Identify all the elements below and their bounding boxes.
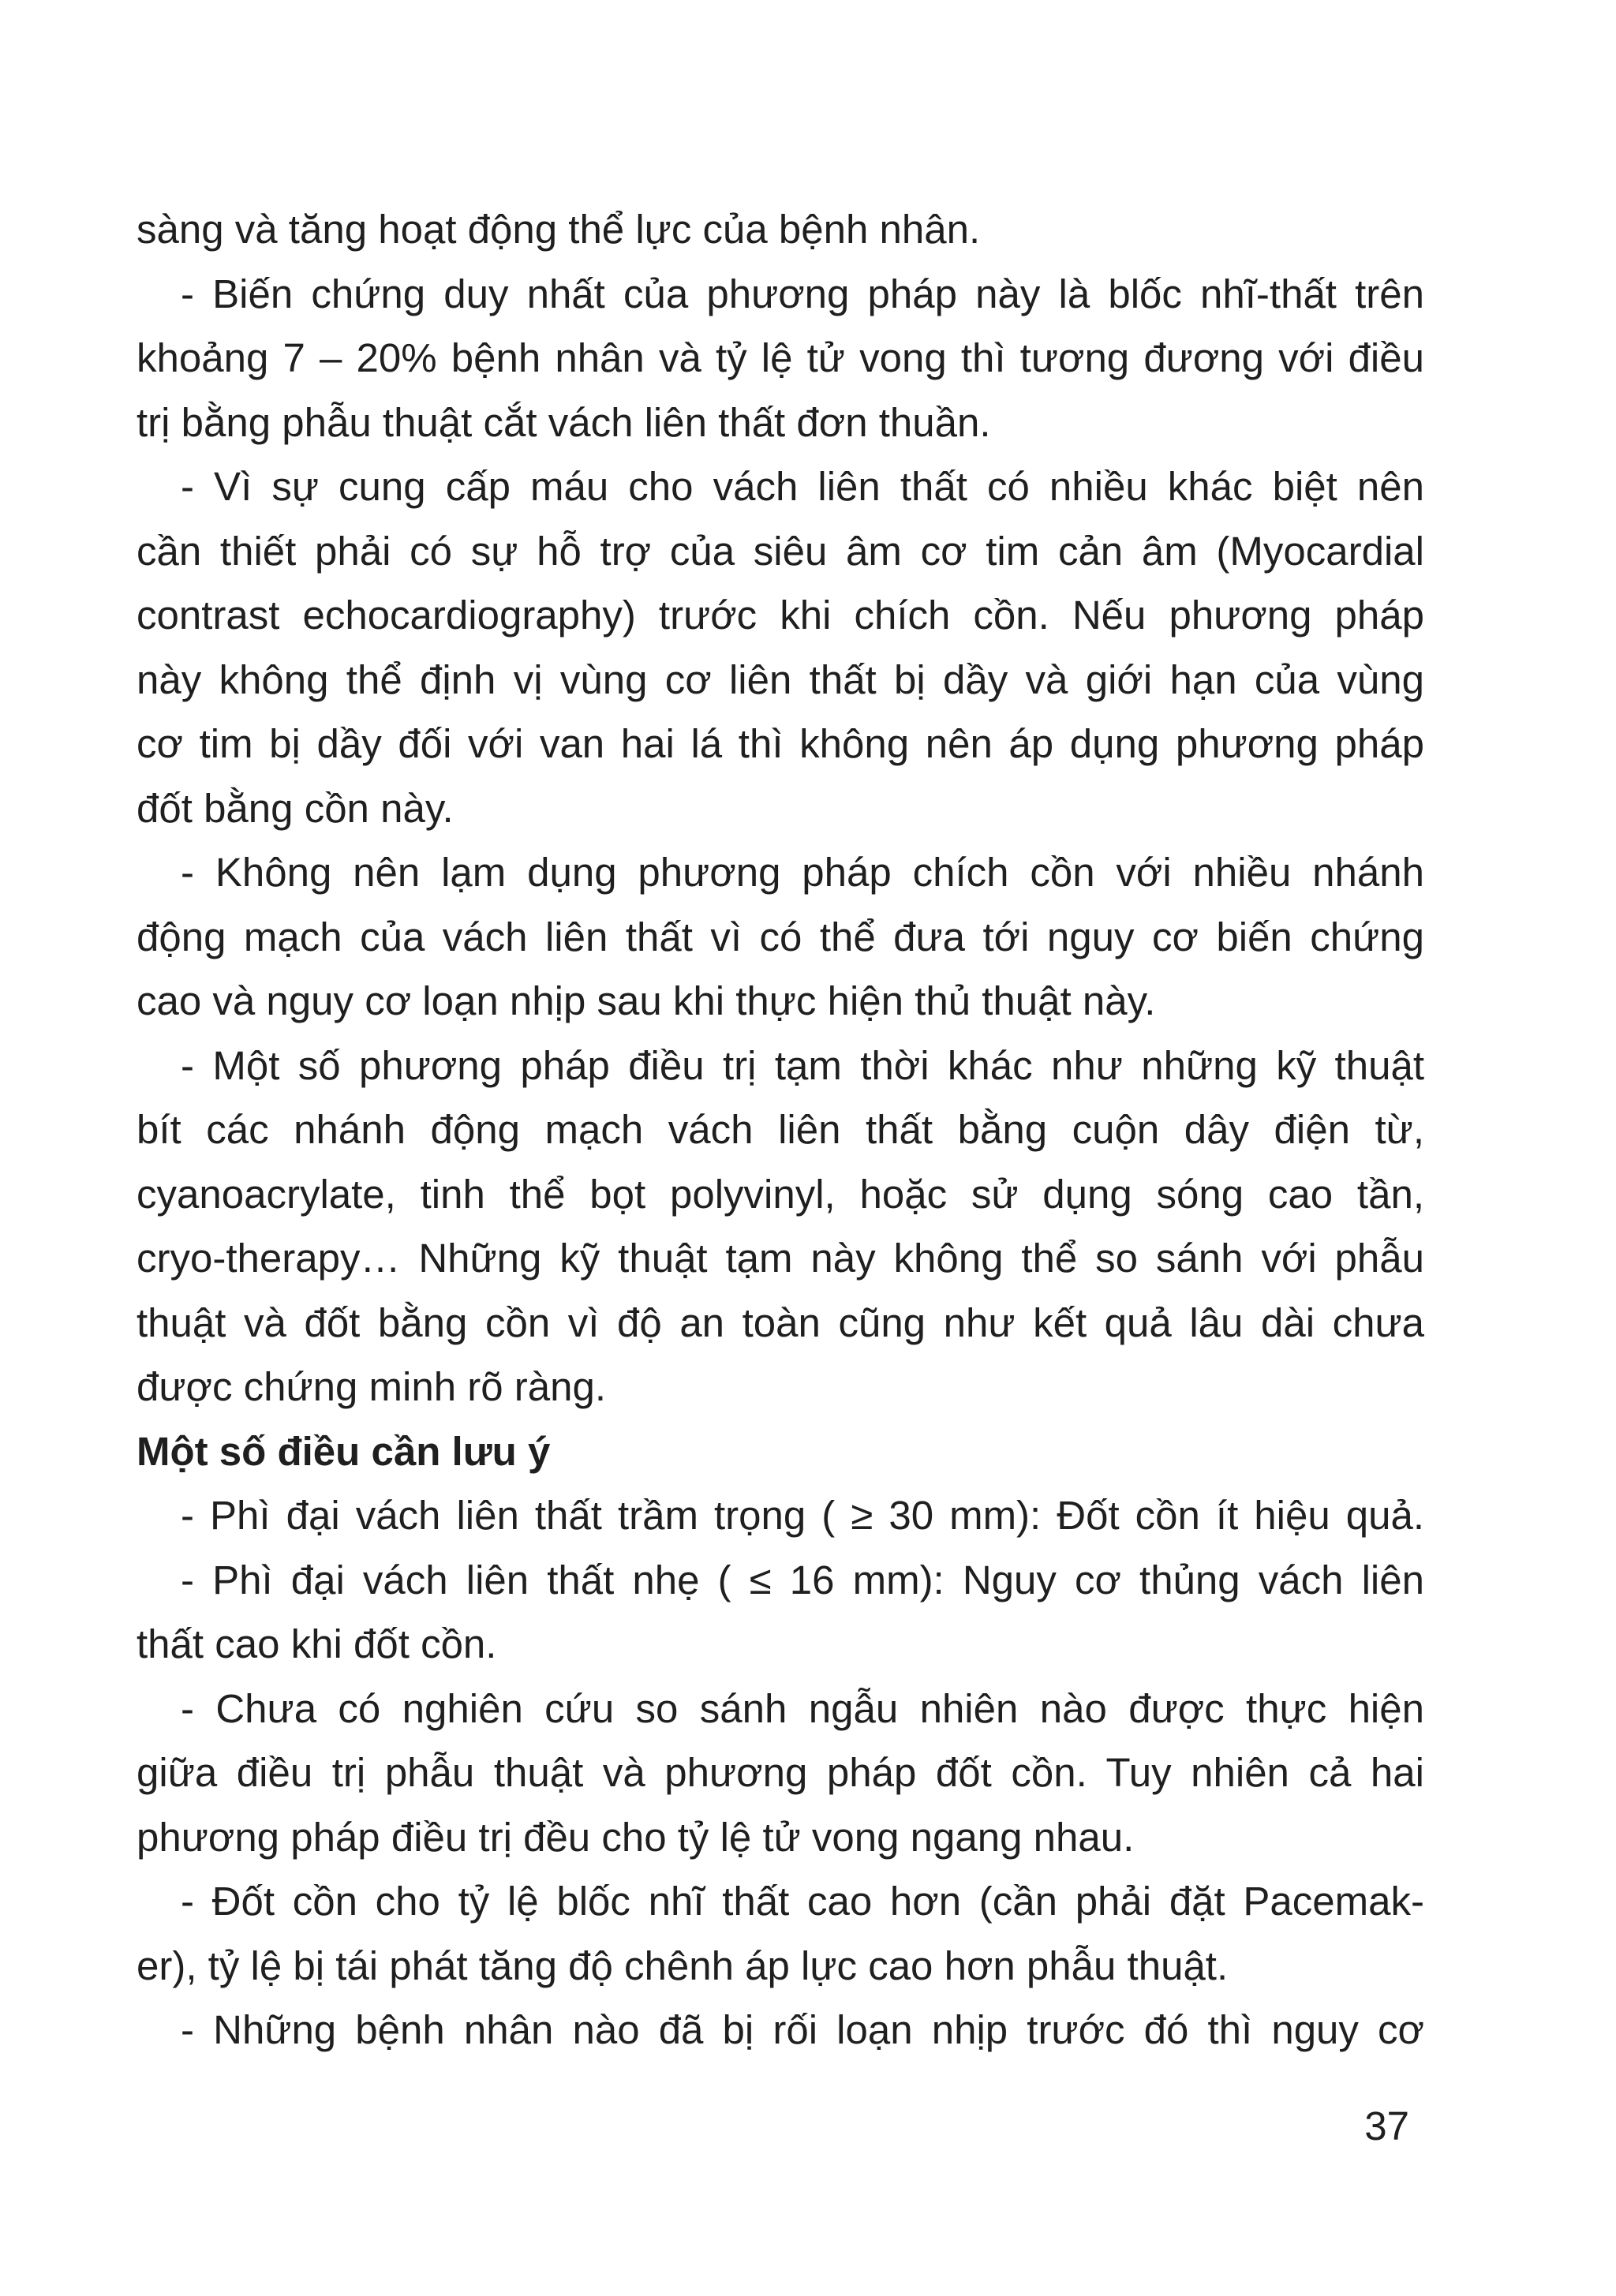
text-line: - Chưa có nghiên cứu so sánh ngẫu nhiên nào được thực hiện (181, 1685, 1424, 1731)
text-line: cryo-therapy… Những kỹ thuật tạm này không thể so sánh với phẫu (137, 1236, 1424, 1281)
text-line: trị bằng phẫu thuật cắt vách liên thất đơn thuần. (137, 399, 991, 445)
text-line: - Những bệnh nhân nào đã bị rối loạn nhịp trước đó thì nguy cơ (181, 2007, 1424, 2052)
text-line: - Biến chứng duy nhất của phương pháp này là blốc nhĩ-thất trên (181, 271, 1424, 316)
text-line: - Phì đại vách liên thất nhẹ ( ≤ 16 mm): Nguy cơ thủng vách liên (181, 1557, 1424, 1602)
text-line: cao và nguy cơ loạn nhịp sau khi thực hiện thủ thuật này. (137, 978, 1156, 1023)
text-line: phương pháp điều trị đều cho tỷ lệ tử vong ngang nhau. (137, 1814, 1135, 1860)
page-body (137, 197, 1424, 2062)
text-line: er), tỷ lệ bị tái phát tăng độ chênh áp lực cao hơn phẫu thuật. (137, 1943, 1229, 1988)
text-line: khoảng 7 – 20% bệnh nhân và tỷ lệ tử vong thì tương đương với điều (137, 335, 1424, 380)
text-line: thất cao khi đốt cồn. (137, 1621, 497, 1666)
text-line: động mạch của vách liên thất vì có thể đưa tới nguy cơ biến chứng (137, 914, 1424, 959)
text-line: sàng và tăng hoạt động thể lực của bệnh nhân. (137, 207, 981, 252)
text-line: được chứng minh rõ ràng. (137, 1364, 606, 1409)
section-heading: Một số điều cần lưu ý (137, 1428, 551, 1474)
text-line: này không thể định vị vùng cơ liên thất bị dầy và giới hạn của vùng (137, 656, 1424, 702)
text-line: thuật và đốt bằng cồn vì độ an toàn cũng như kết quả lâu dài chưa (137, 1299, 1424, 1345)
text-line: cyanoacrylate, tinh thể bọt polyvinyl, hoặc sử dụng sóng cao tần, (137, 1171, 1424, 1217)
text-line: - Phì đại vách liên thất trầm trọng ( ≥ 30 mm): Đốt cồn ít hiệu quả. (181, 1493, 1424, 1538)
text-line: bít các nhánh động mạch vách liên thất bằng cuộn dây điện từ, (137, 1107, 1424, 1152)
text-line: - Đốt cồn cho tỷ lệ blốc nhĩ thất cao hơn (cần phải đặt Pacemak- (181, 1879, 1424, 1924)
text-line: - Không nên lạm dụng phương pháp chích cồn với nhiều nhánh (181, 850, 1424, 895)
text-line: - Một số phương pháp điều trị tạm thời khác như những kỹ thuật (181, 1042, 1424, 1088)
text-line: contrast echocardiography) trước khi chích cồn. Nếu phương pháp (137, 593, 1424, 638)
text-line: giữa điều trị phẫu thuật và phương pháp đốt cồn. Tuy nhiên cả hai (137, 1750, 1424, 1795)
text-line: - Vì sự cung cấp máu cho vách liên thất có nhiều khác biệt nên (181, 464, 1424, 509)
page-number: 37 (1364, 2103, 1409, 2148)
text-line: đốt bằng cồn này. (137, 785, 454, 831)
text-line: cần thiết phải có sự hỗ trợ của siêu âm cơ tim cản âm (Myocardial (137, 528, 1424, 574)
text-line: cơ tim bị dầy đối với van hai lá thì không nên áp dụng phương pháp (137, 721, 1424, 766)
